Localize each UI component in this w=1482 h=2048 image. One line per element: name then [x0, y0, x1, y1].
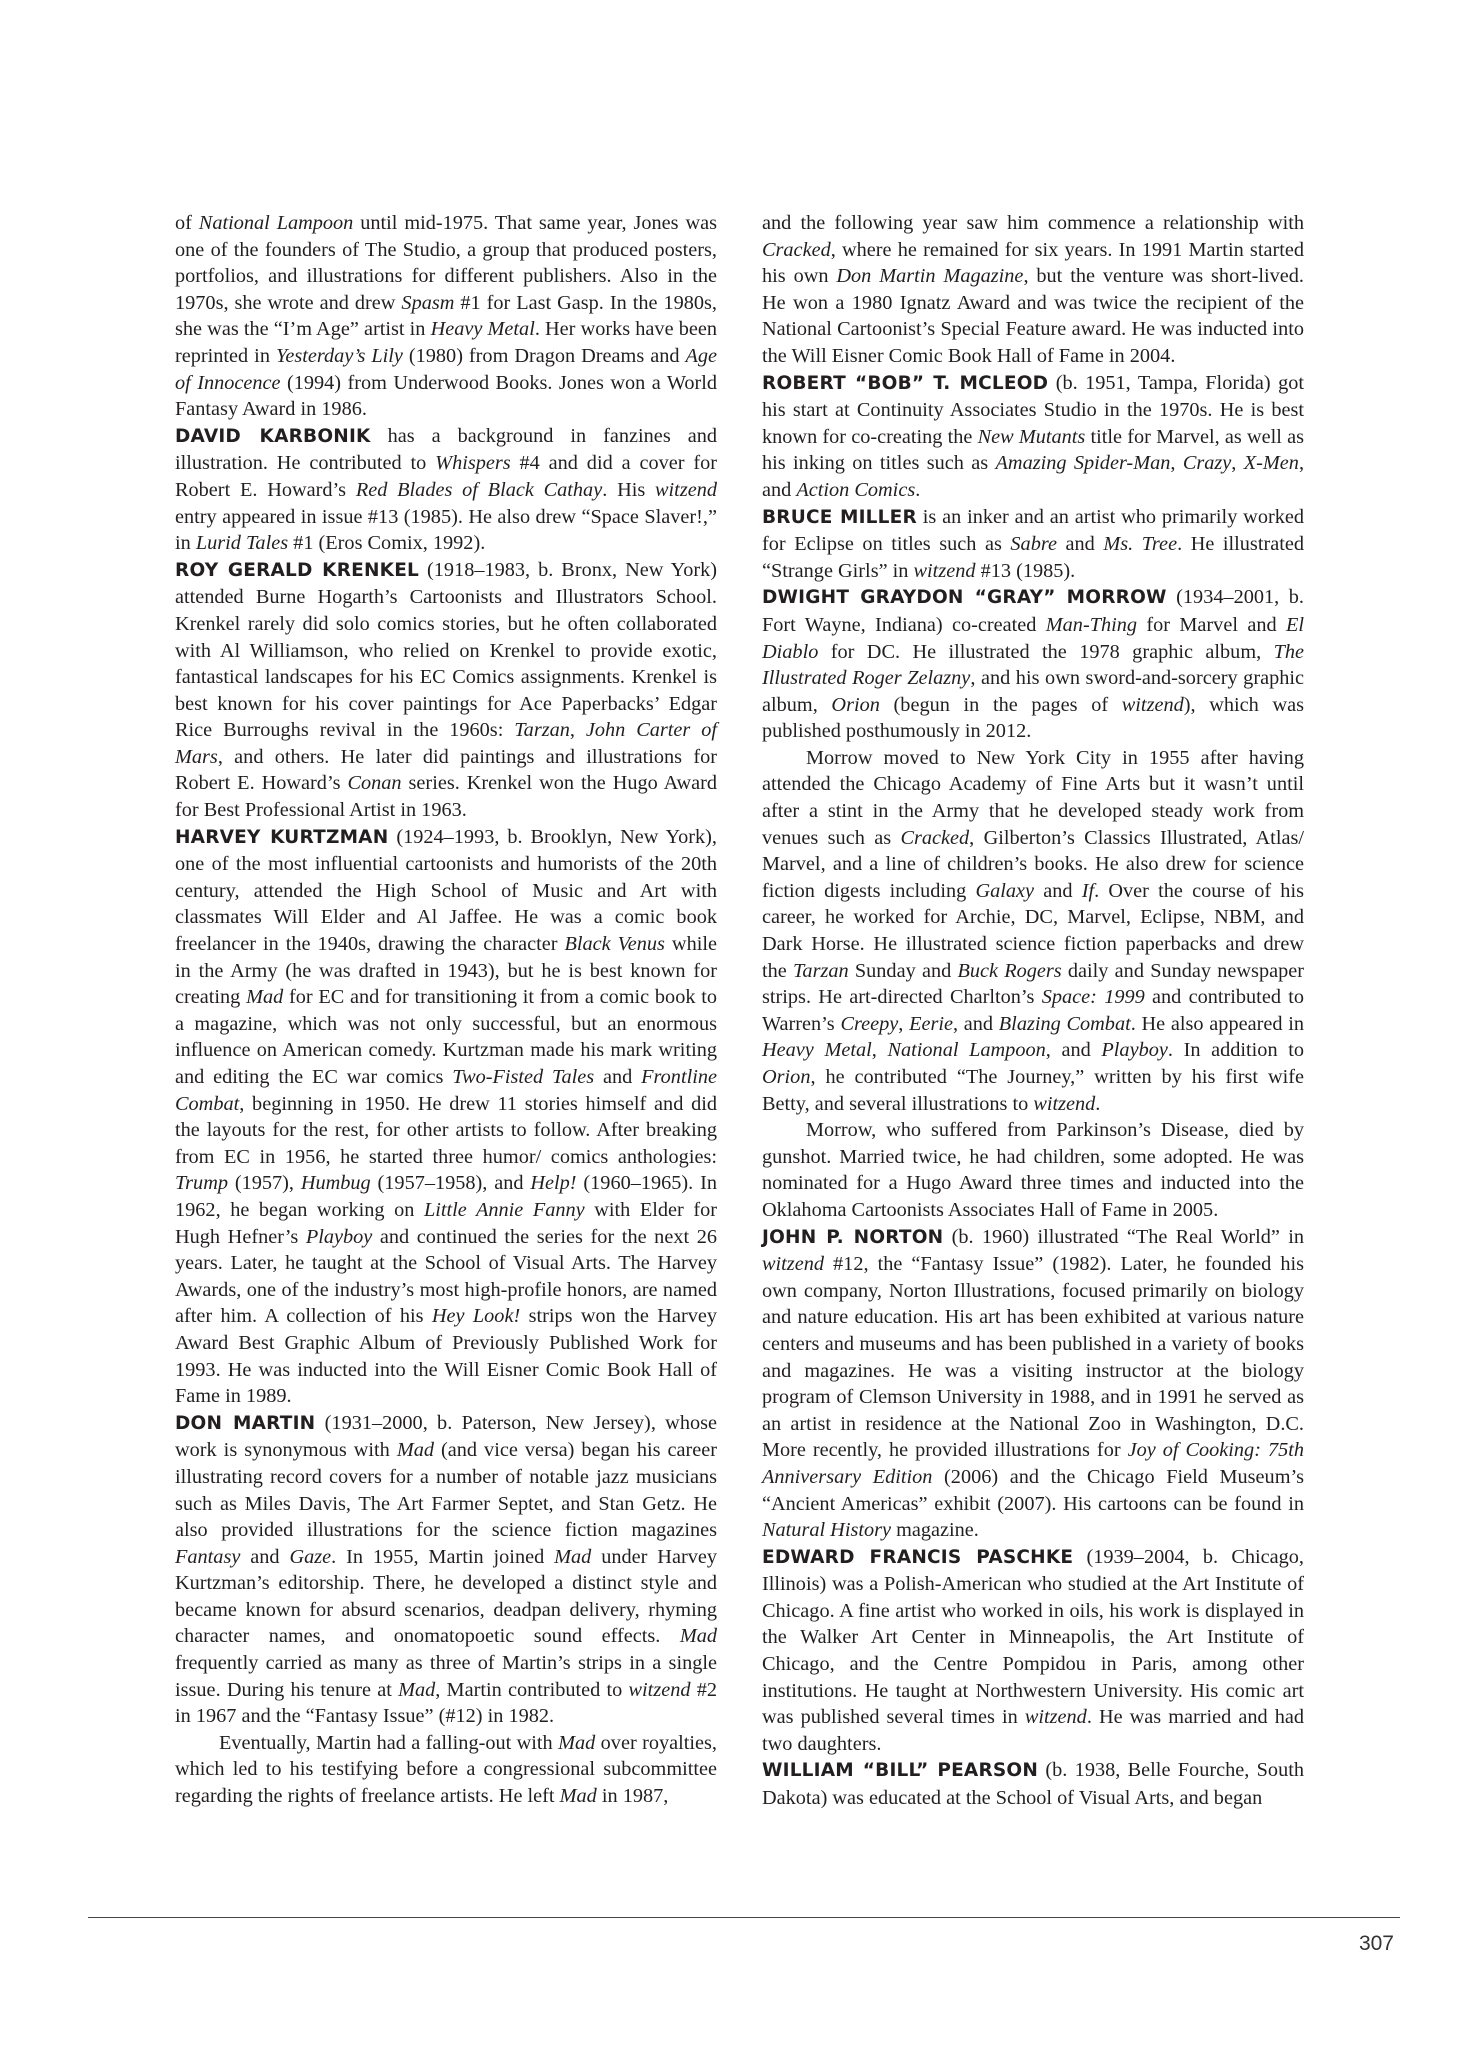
paragraph: DAVID KARBONIK has a background in fanzines and illustration. He contributed to Whispers #4 and did a cover for Robert E. Howard’s Red Blades of Black Cathay. His witzend entry appeared in issue #13 (1985). He also drew “Space Slaver!,” in Lurid Tales #1 (Eros Comix, 1992).	[175, 424, 717, 555]
paragraph: JOHN P. NORTON (b. 1960) illustrated “The Real World” in witzend #12, the “Fantasy Issue” (1982). Later, he founded his own company, Norton Illustrations, focused primarily on biology and nature education. His art has been exhibited at various nature centers and museums and has been published in a variety of books and magazines. He was a visiting instructor at the biology program of Clemson University in 1988, and in 1991 he served as an artist in residence at the National Zoo in Washington, D.C. More recently, he provided illustrations for Joy of Cooking: 75th Anniversary Edition (2006) and the Chicago Field Museum’s “Ancient Americas” exhibit (2007). His cartoons can be found in Natural History magazine.	[762, 1225, 1304, 1542]
paragraph: HARVEY KURTZMAN (1924–1993, b. Brooklyn, New York), one of the most influential cartoonists and humorists of the 20th century, attended the High School of Music and Art with classmates Will Elder and Al Jaffee. He was a comic book freelancer in the 1940s, drawing the character Black Venus while in the Army (he was drafted in 1943), but he is best known for creating Mad for EC and for transitioning it from a comic book to a magazine, which was not only successful, but an enormous influence on American comedy. Kurtzman made his mark writing and editing the EC war comics Two-Fisted Tales and Frontline Combat, beginning in 1950. He drew 11 stories himself and did the layouts for the rest, for other artists to follow. After breaking from EC in 1956, he started three humor/ comics anthologies: Trump (1957), Humbug (1957–1958), and Help! (1960–1965). In 1962, he began working on Little Annie Fanny with Elder for Hugh Hefner’s Playboy and continued the series for the next 26 years. Later, he taught at the School of Visual Arts. The Harvey Awards, one of the industry’s most high-profile honors, are named after him. A collection of his Hey Look! strips won the Harvey Award Best Graphic Album of Previously Published Work for 1993. He was inducted into the Will Eisner Comic Book Hall of Fame in 1989.	[175, 825, 718, 1408]
paragraph: Morrow moved to New York City in 1955 after having attended the Chicago Academy of Fine Arts but it wasn’t until after a stint in the Army that he developed steady work from venues such as Cracked, Gilberton’s Classics Illustrated, Atlas/ Marvel, and a line of children’s books. He also drew for science fiction digests including Galaxy and If. Over the course of his career, he worked for Archie, DC, Marvel, Eclipse, NBM, and Dark Horse. He illustrated science fiction paperbacks and drew the Tarzan Sunday and Buck Rogers daily and Sunday newspaper strips. He art-directed Charlton’s Space: 1999 and contributed to Warren’s Creepy, Eerie, and Blazing Combat. He also appeared in Heavy Metal, National Lampoon, and Playboy. In addition to Orion, he contributed “The Journey,” written by his first wife Betty, and several illustrations to witzend.	[762, 746, 1305, 1115]
paragraph: EDWARD FRANCIS PASCHKE (1939–2004, b. Chicago, Illinois) was a Polish-American who studied at the Art Institute of Chicago. A fine artist who worked in oils, his work is displayed in the Walker Art Center in Minneapolis, the Art Institute of Chicago, and the Centre Pompidou in Paris, among other institutions. He taught at Northwestern University. His comic art was published several times in witzend. He was married and had two daughters.	[762, 1545, 1305, 1755]
paragraph: of National Lampoon until mid-1975. That same year, Jones was one of the founders of The Studio, a group that produced posters, portfolios, and illustrations for different publishers. Also in the 1970s, she wrote and drew Spasm #1 for Last Gasp. In the 1980s, she was the “I’m Age” artist in Heavy Metal. Her works have been reprinted in Yesterday’s Lily (1980) from Dragon Dreams and Age of Innocence (1994) from Underwood Books. Jones won a World Fantasy Award in 1986.	[175, 212, 718, 421]
paragraph: WILLIAM “BILL” PEARSON (b. 1938, Belle Fourche, South Dakota) was educated at the School of Visual Arts, and began	[762, 1759, 1304, 1810]
right-column	[762, 210, 1304, 1812]
page-number: 307	[1358, 1932, 1394, 1955]
paragraph: and the following year saw him commence a relationship with Cracked, where he remained for six years. In 1991 Martin started his own Don Martin Magazine, but the venture was short-lived. He won a 1980 Ignatz Award and was twice the recipient of the National Cartoonist’s Special Feature award. He was inducted into the Will Eisner Comic Book Hall of Fame in 2004.	[762, 212, 1304, 367]
paragraph: Morrow, who suffered from Parkinson’s Disease, died by gunshot. Married twice, he had children, some adopted. He was nominated for a Hugo Award three times and inducted into the Oklahoma Cartoonists Associates Hall of Fame in 2005.	[762, 1119, 1304, 1221]
paragraph: ROBERT “BOB” T. MCLEOD (b. 1951, Tampa, Florida) got his start at Continuity Associates Studio in the 1970s. He is best known for co-creating the New Mutants title for Marvel, as well as his inking on titles such as Amazing Spider-Man, Crazy, X-Men, and Action Comics.	[762, 371, 1305, 501]
footer-rule	[88, 1917, 1400, 1918]
paragraph: BRUCE MILLER is an inker and an artist who primarily worked for Eclipse on titles such as Sabre and Ms. Tree. He illustrated “Strange Girls” in witzend #13 (1985).	[762, 505, 1304, 582]
paragraph: DON MARTIN (1931–2000, b. Paterson, New Jersey), whose work is synonymous with Mad (and vice versa) began his career illustrating record covers for a number of notable jazz musicians such as Miles Davis, The Art Farmer Septet, and Stan Getz. He also provided illustrations for the science fiction magazines Fantasy and Gaze. In 1955, Martin joined Mad under Harvey Kurtzman’s editorship. There, he developed a distinct style and became known for absurd scenarios, deadpan delivery, rhyming character names, and onomatopoetic sound effects. Mad frequently carried as many as three of Martin’s strips in a single issue. During his tenure at Mad, Martin contributed to witzend #2 in 1967 and the “Fantasy Issue” (#12) in 1982.	[175, 1411, 718, 1728]
paragraph: DWIGHT GRAYDON “GRAY” MORROW (1934–2001, b. Fort Wayne, Indiana) co-created Man-Thing for Marvel and El Diablo for DC. He illustrated the 1978 graphic album, The Illustrated Roger Zelazny, and his own sword-and-sorcery graphic album, Orion (begun in the pages of witzend), which was published posthumously in 2012.	[762, 586, 1304, 743]
paragraph: Eventually, Martin had a falling-out with Mad over royalties, which led to his testifying before a congressional subcommittee regarding the rights of freelance artists. He left Mad in 1987,	[175, 1731, 717, 1808]
paragraph: ROY GERALD KRENKEL (1918–1983, b. Bronx, New York) attended Burne Hogarth’s Cartoonists and Illustrators School. Krenkel rarely did solo comics stories, but he often collaborated with Al Williamson, who relied on Krenkel to provide exotic, fantastical landscapes for his EC Comics assignments. Krenkel is best known for his cover paintings for Ace Paperbacks’ Edgar Rice Burroughs revival in the 1960s: Tarzan, John Carter of Mars, and others. He later did paintings and illustrations for Robert E. Howard’s Conan series. Krenkel won the Hugo Award for Best Professional Artist in 1963.	[175, 558, 718, 822]
left-column	[175, 210, 717, 1810]
